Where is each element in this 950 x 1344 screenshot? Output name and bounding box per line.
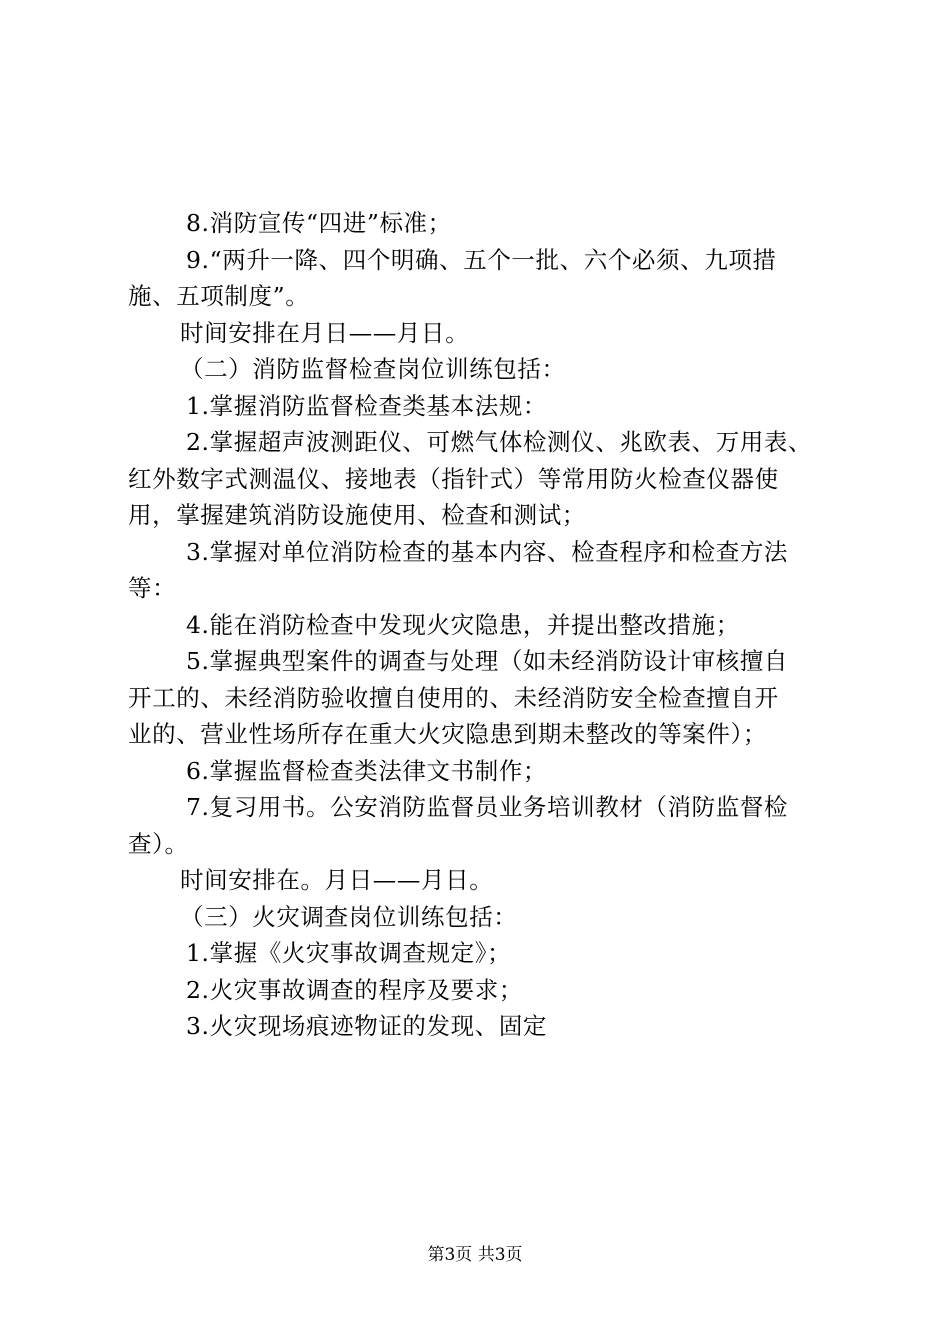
list-item: 1.掌握消防监督检查类基本法规： [186, 391, 548, 420]
list-item: 1.掌握《火灾事故调查规定》； [186, 939, 512, 967]
list-item: 8.消防宣传“四进”标准； [186, 209, 452, 237]
list-item: 9.“两升一降、四个明确、五个一批、六个必须、九项措 [186, 245, 777, 274]
list-item: 3.火灾现场痕迹物证的发现、固定 [186, 1012, 548, 1040]
list-item-continuation: 等： [128, 574, 177, 602]
list-item: 3.掌握对单位消防检查的基本内容、检查程序和检查方法 [186, 537, 789, 566]
list-item-continuation: 业的、营业性场所存在重大火灾隐患到期未整改的等案件）； [128, 720, 767, 748]
list-item: 7.复习用书。公安消防监督员业务培训教材（消防监督检 [186, 793, 789, 821]
list-item: 4.能在消防检查中发现火灾隐患，并提出整改措施； [186, 610, 740, 639]
list-item: 2.掌握超声波测距仪、可燃气体检测仪、兆欧表、万用表、 [186, 428, 813, 456]
paragraph: 时间安排在月日——月日。 [180, 318, 470, 347]
list-item: 2.火灾事故调查的程序及要求； [186, 975, 523, 1004]
document-body [128, 205, 840, 1045]
list-item-continuation: 用，掌握建筑消防设施使用、检查和测试； [128, 501, 586, 529]
section-heading: （二）消防监督检查岗位训练包括： [180, 355, 566, 383]
page-number-footer: 第3页 共3页 [427, 1245, 523, 1265]
list-item: 5.掌握典型案件的调查与处理（如未经消防设计审核擅自 [186, 647, 789, 675]
list-item-continuation: 施、五项制度”。 [128, 282, 310, 310]
list-item-continuation: 红外数字式测温仪、接地表（指针式）等常用防火检查仪器使 [128, 464, 779, 493]
list-item: 6.掌握监督检查类法律文书制作； [186, 756, 548, 785]
list-item-continuation: 开工的、未经消防验收擅自使用的、未经消防安全检查擅自开 [128, 683, 779, 712]
paragraph: 时间安排在。月日——月日。 [180, 866, 494, 894]
list-item-continuation: 查）。 [128, 829, 189, 858]
section-heading: （三）火灾调查岗位训练包括： [180, 902, 518, 931]
